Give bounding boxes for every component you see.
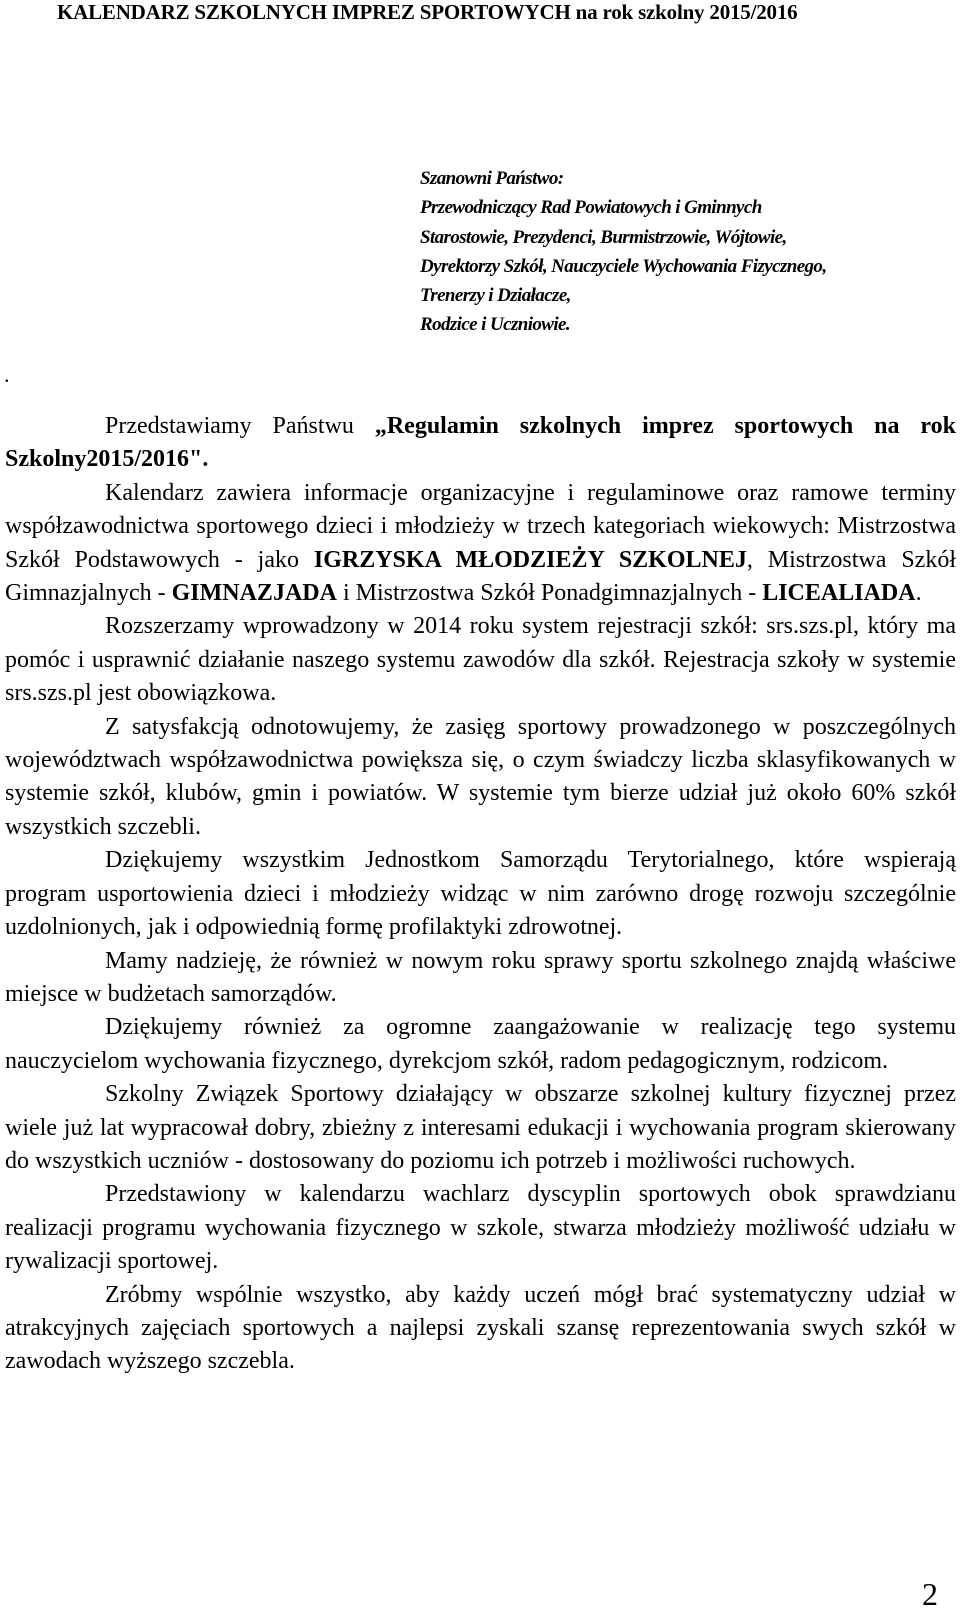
intro-paragraph bbox=[5, 410, 956, 477]
paragraph-calendar bbox=[5, 477, 956, 611]
address-line: Rodzice i Uczniowie. bbox=[420, 314, 571, 336]
text-fragment: Kalendarz zawiera informacje organizacyjne i regulaminowe oraz ramowe terminy współzawodnictwa sportowego dzieci i młodzieży w trzech kategoriach wiekowych: Mistrzostwa Szkół Podstawowych - jako bbox=[5, 479, 956, 573]
paragraph-disciplines: Przedstawiony w kalendarzu wachlarz dyscyplin sportowych obok sprawdzianu realizacji programu wychowania fizycznego w szkole, stwarza młodzieży możliwość udziału w rywalizacji sportowej. bbox=[5, 1181, 956, 1275]
paragraph-szs: Szkolny Związek Sportowy działający w obszarze szkolnej kultury fizycznej przez wiele już lat wypracował dobry, zbieżny z interesami edukacji i wychowania program skierowany do wszystkich uczniów - dostosowany do poziomu ich potrzeb i możliwości ruchowych. bbox=[5, 1081, 956, 1174]
text-fragment: , Mistrzostwa Szkół Gimnazjalnych - bbox=[5, 546, 956, 607]
licealiada-label: LICEALIADA bbox=[762, 580, 916, 607]
paragraph-thanks-teachers: Dziękujemy również za ogromne zaangażowanie w realizację tego systemu nauczycielom wychowania fizycznego, dyrekcjom szkół, radom pedagogicznym, rodzicom. bbox=[5, 1014, 956, 1074]
address-line: Dyrektorzy Szkół, Nauczyciele Wychowania Fizycznego, bbox=[420, 255, 827, 277]
address-line: Starostowie, Prezydenci, Burmistrzowie, Wójtowie, bbox=[420, 226, 787, 248]
address-line: Szanowni Państwo: bbox=[420, 168, 564, 189]
page-number: 2 bbox=[922, 1576, 938, 1612]
paragraph-registration: Rozszerzamy wprowadzony w 2014 roku system rejestracji szkół: srs.szs.pl, który ma pomóc i usprawnić działanie naszego systemu zawodów dla szkół. Rejestracja szkoły w systemie srs.szs.pl jest obowiązkowa. bbox=[5, 613, 956, 707]
paragraph-satisfaction: Z satysfakcją odnotowujemy, że zasięg sportowy prowadzonego w poszczególnych województwach współzawodnictwa powiększa się, o czym świadczy liczba sklasyfikowanych w systemie szkół, klubów, gmin i powiatów. W systemie tym bierze udział już około 60% szkół wszystkich szczebli. bbox=[5, 713, 956, 840]
text-fragment: . bbox=[915, 580, 922, 607]
stray-dot: . bbox=[4, 362, 10, 387]
address-line: Trenerzy i Działacze, bbox=[420, 285, 571, 307]
regulation-title: „Regulamin szkolnych imprez sportowych na rok Szkolny2015/2016". bbox=[5, 413, 956, 473]
letter-body bbox=[5, 410, 956, 1379]
paragraph-hope: Mamy nadzieję, że również w nowym roku sprawy sportu szkolnego znajdą właściwe miejsce w budżetach samorządów. bbox=[5, 947, 956, 1007]
paragraph-closing: Zróbmy wspólnie wszystko, aby każdy uczeń mógł brać systematyczny udział w atrakcyjnych zajęciach sportowych a najlepsi zyskali szansę reprezentowania swych szkół w zawodach wyższego szczebla. bbox=[5, 1281, 956, 1375]
text-fragment: i Mistrzostwa Szkół Ponadgimnazjalnych - bbox=[336, 580, 763, 607]
paragraph-thanks-jst: Dziękujemy wszystkim Jednostkom Samorządu Terytorialnego, które wspierają program usportowienia dzieci i młodzieży widząc w nim zarówno drogę rozwoju szczególnie uzdolnionych, jak i odpowiednią formę profilaktyki zdrowotnej. bbox=[5, 847, 956, 941]
address-line: Przewodniczący Rad Powiatowych i Gminnych bbox=[420, 197, 762, 219]
igrzyska-label: IGRZYSKA MŁODZIEŻY SZKOLNEJ bbox=[313, 546, 747, 573]
address-block bbox=[420, 164, 940, 340]
gimnazjada-label: GIMNAZJADA bbox=[171, 580, 337, 607]
document-header-title: KALENDARZ SZKOLNYCH IMPREZ SPORTOWYCH na rok szkolny 2015/2016 bbox=[57, 0, 798, 24]
intro-prefix: Przedstawiamy Państwu bbox=[105, 413, 375, 439]
